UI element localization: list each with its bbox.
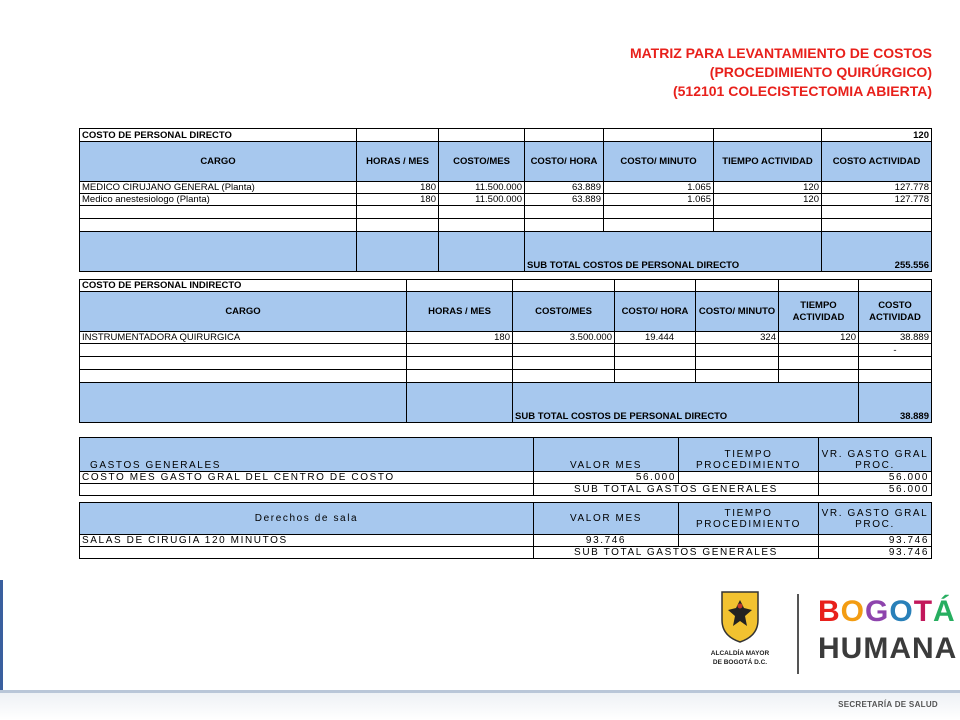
cell-costo-mes: 11.500.000 — [439, 182, 525, 194]
room-header-valor-mes: VALOR MES — [534, 503, 679, 535]
footer-band — [0, 693, 960, 720]
cell-costo-actividad: 38.889 — [859, 332, 932, 344]
room-header-label: Derechos de sala — [80, 503, 534, 535]
indirect-header-costo-hora: COSTO/ HORA — [615, 292, 696, 332]
cell-costo-minuto: 324 — [696, 332, 779, 344]
general-row-total: 56.000 — [819, 472, 932, 484]
table-row — [80, 332, 932, 344]
general-header-label: GASTOS GENERALES — [80, 438, 534, 472]
alcaldia-logo — [700, 590, 780, 667]
direct-section-value: 120 — [822, 129, 932, 142]
indirect-header-cargo: CARGO — [80, 292, 407, 332]
cell-costo-actividad: 127.778 — [822, 194, 932, 206]
brand-logo-line-1: BOGOTÁ — [818, 595, 956, 628]
bogota-coat-of-arms-icon — [718, 590, 762, 644]
cell-costo-minuto: 1.065 — [604, 182, 714, 194]
cell-tiempo: 120 — [714, 182, 822, 194]
direct-subtotal-label: SUB TOTAL COSTOS DE PERSONAL DIRECTO — [525, 232, 822, 272]
cell-costo-mes: 3.500.000 — [513, 332, 615, 344]
secretaria-label: SECRETARÍA DE SALUD — [838, 700, 938, 709]
table-row — [80, 472, 932, 484]
indirect-subtotal-value: 38.889 — [859, 383, 932, 423]
general-header-vr-gasto: VR. GASTO GRAL PROC. — [819, 438, 932, 472]
room-row-total: 93.746 — [819, 535, 932, 547]
cell-costo-hora: 19.444 — [615, 332, 696, 344]
table-row — [80, 182, 932, 194]
cell-cargo: Medico anestesiologo (Planta) — [80, 194, 357, 206]
indirect-personnel-table — [79, 279, 932, 423]
cell-tiempo: 120 — [714, 194, 822, 206]
direct-header-cargo: CARGO — [80, 142, 357, 182]
indirect-header-costo-actividad: COSTO ACTIVIDAD — [859, 292, 932, 332]
general-subtotal-value: 56.000 — [819, 484, 932, 496]
table-row — [80, 535, 932, 547]
logo-divider — [797, 594, 799, 674]
cell-cargo: MEDICO CIRUJANO GENERAL (Planta) — [80, 182, 357, 194]
general-subtotal-label: SUB TOTAL GASTOS GENERALES — [534, 484, 819, 496]
general-row-value: 56.000 — [534, 472, 679, 484]
cell-horas: 180 — [407, 332, 513, 344]
direct-header-costo-actividad: COSTO ACTIVIDAD — [822, 142, 932, 182]
cell-costo-minuto: 1.065 — [604, 194, 714, 206]
alcaldia-line-1: ALCALDÍA MAYOR — [710, 650, 770, 657]
general-expenses-table — [79, 437, 932, 496]
indirect-header-costo-minuto: COSTO/ MINUTO — [696, 292, 779, 332]
cell-cargo: INSTRUMENTADORA QUIRURGICA — [80, 332, 407, 344]
direct-header-costo-mes: COSTO/MES — [439, 142, 525, 182]
direct-header-costo-hora: COSTO/ HORA — [525, 142, 604, 182]
indirect-section-title: COSTO DE PERSONAL INDIRECTO — [80, 280, 407, 292]
direct-section-title: COSTO DE PERSONAL DIRECTO — [80, 129, 357, 142]
document-title — [630, 44, 932, 101]
room-header-vr-gasto: VR. GASTO GRAL PROC. — [819, 503, 932, 535]
cell-tiempo: 120 — [779, 332, 859, 344]
cell-horas: 180 — [357, 194, 439, 206]
room-subtotal-label: SUB TOTAL GASTOS GENERALES — [534, 547, 819, 559]
brand-logo-line-2: HUMANA — [818, 632, 958, 665]
room-row-value: 93.746 — [534, 535, 679, 547]
room-row-label: SALAS DE CIRUGIA 120 MINUTOS — [80, 535, 534, 547]
direct-header-horas: HORAS / MES — [357, 142, 439, 182]
empty-value-dash: - — [859, 344, 932, 357]
room-subtotal-value: 93.746 — [819, 547, 932, 559]
direct-header-costo-minuto: COSTO/ MINUTO — [604, 142, 714, 182]
general-row-label: COSTO MES GASTO GRAL DEL CENTRO DE COSTO — [80, 472, 534, 484]
indirect-header-costo-mes: COSTO/MES — [513, 292, 615, 332]
title-line-2: (PROCEDIMIENTO QUIRÚRGICO) — [709, 64, 932, 80]
direct-personnel-table — [79, 128, 932, 272]
title-line-3: (512101 COLECISTECTOMIA ABIERTA) — [672, 83, 932, 99]
title-line-1: MATRIZ PARA LEVANTAMIENTO DE COSTOS — [629, 45, 932, 61]
indirect-header-tiempo: TIEMPO ACTIVIDAD — [779, 292, 859, 332]
cell-costo-hora: 63.889 — [525, 194, 604, 206]
general-header-valor-mes: VALOR MES — [534, 438, 679, 472]
alcaldia-line-2: DE BOGOTÁ D.C. — [712, 659, 768, 666]
cell-horas: 180 — [357, 182, 439, 194]
cell-costo-actividad: 127.778 — [822, 182, 932, 194]
cell-costo-mes: 11.500.000 — [439, 194, 525, 206]
indirect-header-horas: HORAS / MES — [407, 292, 513, 332]
cell-costo-hora: 63.889 — [525, 182, 604, 194]
room-fees-table — [79, 502, 932, 559]
table-row — [80, 194, 932, 206]
indirect-subtotal-label: SUB TOTAL COSTOS DE PERSONAL DIRECTO — [513, 383, 859, 423]
direct-header-tiempo: TIEMPO ACTIVIDAD — [714, 142, 822, 182]
room-header-tiempo: TIEMPO PROCEDIMIENTO — [679, 503, 819, 535]
direct-subtotal-value: 255.556 — [822, 232, 932, 272]
general-header-tiempo: TIEMPO PROCEDIMIENTO — [679, 438, 819, 472]
